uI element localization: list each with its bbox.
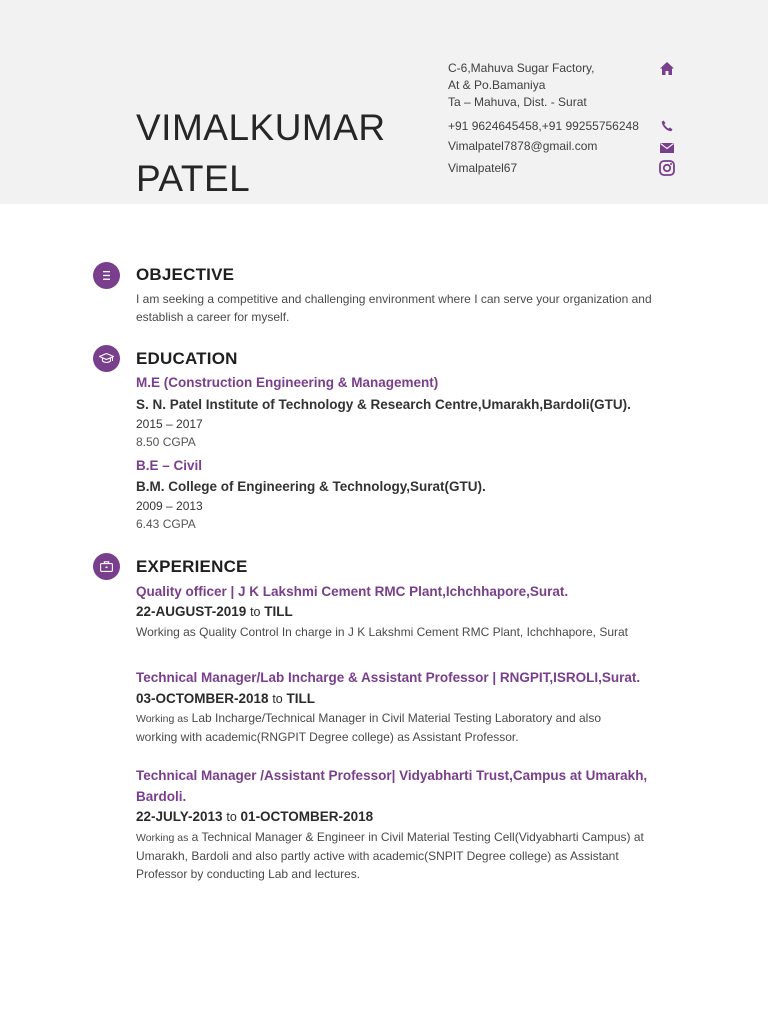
- address: [448, 60, 648, 111]
- instagram-icon: [658, 159, 676, 177]
- experience-description: [136, 709, 696, 746]
- experience-start-date: 03-OCTOMBER-2018: [136, 691, 269, 706]
- experience-role: Technical Manager /Assistant Professor| Vidyabharti Trust,Campus at Umarakh,: [136, 768, 648, 783]
- experience-to: to: [226, 810, 237, 824]
- description-line: Professor by conducting Lab and lectures.: [136, 867, 361, 881]
- phone-number: +91 9624645458,+91 99255756248: [448, 119, 639, 133]
- education-degree: M.E (Construction Engineering & Management): [136, 375, 439, 390]
- experience-role: Quality officer | J K Lakshmi Cement RMC Plant,Ichchhapore,Surat.: [136, 584, 569, 599]
- name-line-2: PATEL: [136, 158, 251, 199]
- objective-icon: [93, 262, 120, 289]
- education-institute: B.M. College of Engineering & Technology,Surat(GTU).: [136, 479, 486, 494]
- education-cgpa: 6.43 CGPA: [136, 517, 196, 531]
- description-line: Lab Incharge/Technical Manager in Civil Material Testing Laboratory and also: [188, 711, 602, 725]
- experience-end-date: TILL: [286, 691, 316, 706]
- education-cgpa: 8.50 CGPA: [136, 435, 196, 449]
- experience-start-date: 22-JULY-2013: [136, 809, 223, 824]
- education-years: 2015 – 2017: [136, 417, 203, 431]
- description-prefix: Working as: [136, 713, 189, 725]
- description-line: a Technical Manager & Engineer in Civil Material Testing Cell(Vidyabharti Campus) at: [188, 830, 644, 844]
- email-address: Vimalpatel7878@gmail.com: [448, 139, 598, 153]
- address-line-1: C-6,Mahuva Sugar Factory,: [448, 61, 595, 75]
- description-line: Umarakh, Bardoli and also partly active with academic(SNPIT Degree college) as Assistant: [136, 849, 619, 863]
- experience-dates: [136, 691, 315, 706]
- description-line: working with academic(RNGPIT Degree college) as Assistant Professor.: [136, 730, 519, 744]
- objective-title: OBJECTIVE: [136, 265, 235, 284]
- experience-description: Working as Quality Control In charge in J K Lakshmi Cement RMC Plant, Ichchhapore, Surat: [136, 625, 628, 639]
- experience-role: Technical Manager/Lab Incharge & Assistant Professor | RNGPIT,ISROLI,Surat.: [136, 670, 641, 685]
- briefcase-icon: [93, 553, 120, 580]
- education-degree: B.E – Civil: [136, 458, 203, 473]
- phone-icon: [658, 117, 676, 135]
- candidate-name: [136, 102, 436, 204]
- graduation-cap-icon: [93, 345, 120, 372]
- instagram-handle: Vimalpatel67: [448, 161, 518, 175]
- experience-end-date: TILL: [264, 604, 293, 619]
- education-title: EDUCATION: [136, 349, 238, 368]
- experience-description: [136, 828, 696, 883]
- description-prefix: Working as: [136, 832, 189, 844]
- experience-to: to: [250, 605, 261, 619]
- objective-text: I am seeking a competitive and challenging environment where I can serve your organization and establish a career for myself.: [136, 292, 652, 324]
- address-line-3: Ta – Mahuva, Dist. - Surat: [448, 95, 587, 109]
- experience-start-date: 22-AUGUST-2019: [136, 604, 247, 619]
- email-icon: [658, 139, 676, 157]
- education-years: 2009 – 2013: [136, 499, 203, 513]
- home-icon: [658, 59, 676, 77]
- experience-dates: [136, 809, 373, 824]
- experience-dates: [136, 604, 293, 619]
- education-institute: S. N. Patel Institute of Technology & Research Centre,Umarakh,Bardoli(GTU).: [136, 397, 631, 412]
- name-line-1: VIMALKUMAR: [136, 107, 386, 148]
- address-line-2: At & Po.Bamaniya: [448, 78, 546, 92]
- experience-end-date: 01-OCTOMBER-2018: [240, 809, 374, 824]
- experience-title: EXPERIENCE: [136, 557, 248, 576]
- experience-role-continued: Bardoli.: [136, 789, 187, 804]
- experience-to: to: [272, 692, 283, 706]
